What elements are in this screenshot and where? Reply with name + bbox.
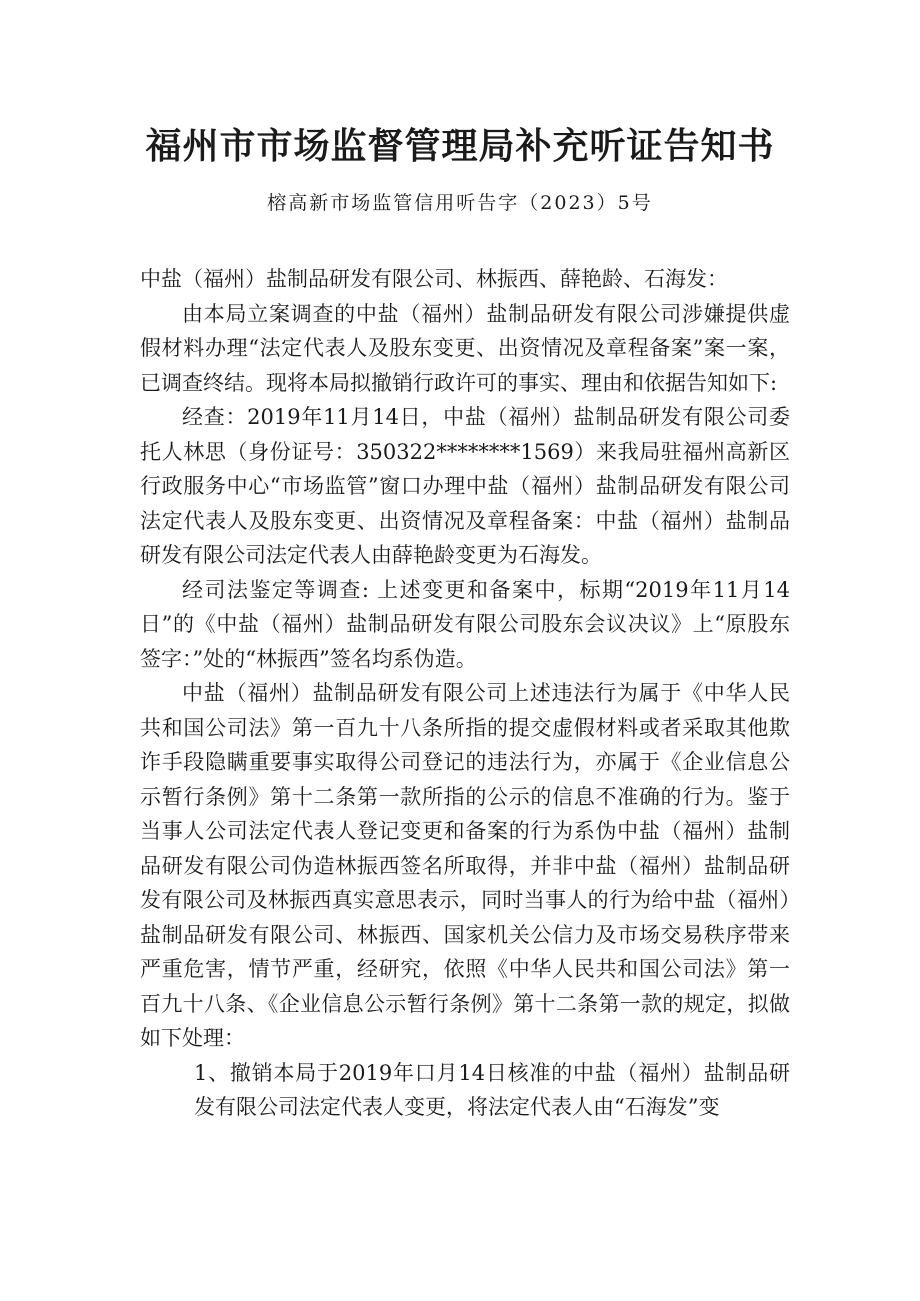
list-item-1: 1、撤销本局于2019年口月14日核准的中盐（福州）盐制品研发有限公司法定代表人变更，将法定代表人由“石海发”变: [194, 1060, 790, 1119]
document-number: 榕高新市场监管信用听告字（2023）5号: [267, 192, 653, 214]
document-title: 福州市市场监督管理局补充听证告知书: [145, 126, 775, 167]
paragraph-intro: 由本局立案调查的中盐（福州）盐制品研发有限公司涉嫌提供虚假材料办理“法定代表人及股东变更、出资情况及章程备案”案一案，已调查终结。现将本局拟撤销行政许可的事实、理由和依据告知如下:: [140, 301, 790, 395]
paragraph-forensic: 经司法鉴定等调查: 上述变更和备案中，标期“2019年11月14日”的《中盐（福州）盐制品研发有限公司股东会议决议》上“原股东签字：”处的“林振西”签名均系伪造。: [140, 577, 790, 671]
salutation: 中盐（福州）盐制品研发有限公司、林振西、薛艳龄、石海发：: [140, 267, 728, 291]
document-body: [140, 262, 790, 1125]
paragraph-findings: 经查：2019年11月14日，中盐（福州）盐制品研发有限公司委托人林思（身份证号：350322********1569）来我局驻福州高新区行政服务中心“市场监管”窗口办理中盐（福州）盐制品研发有限公司法定代表人及股东变更、出资情况及章程备案：中盐（福州）盐制品研发有限公司法定代表人由薛艳龄变更为石海发。: [140, 405, 790, 567]
paragraph-legal-basis: 中盐（福州）盐制品研发有限公司上述违法行为属于《中华人民共和国公司法》第一百九十八条所指的提交虚假材料或者采取其他欺诈手段隐瞒重要事实取得公司登记的违法行为，亦属于《企业信息公示暂行条例》第十二条第一款所指的公示的信息不准确的行为。鉴于当事人公司法定代表人登记变更和备案的行为系伪中盐（福州）盐制品研发有限公司伪造林振西签名所取得，并非中盐（福州）盐制品研发有限公司及林振西真实意思表示，同时当事人的行为给中盐（福州）盐制品研发有限公司、林振西、国家机关公信力及市场交易秩序带来严重危害，情节严重，经研究，依照《中华人民共和国公司法》第一百九十八条、《企业信息公示暂行条例》第十二条第一款的规定，拟做如下处理：: [140, 681, 790, 1050]
